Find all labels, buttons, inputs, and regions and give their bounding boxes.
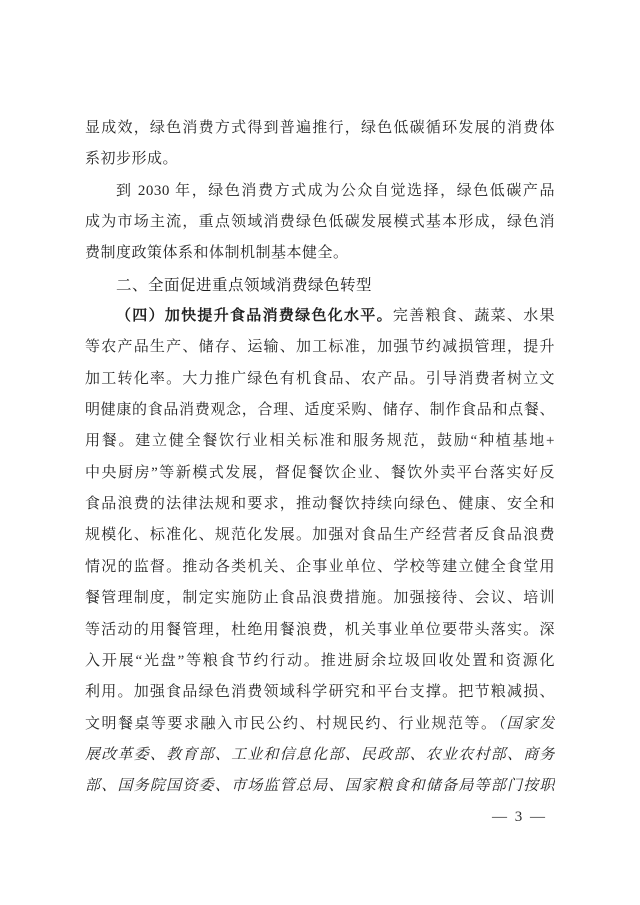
text-line — [85, 113, 555, 144]
text-line — [85, 583, 555, 614]
text-line — [85, 395, 555, 426]
text-segment: （国家发 — [497, 715, 555, 732]
text-block — [85, 113, 555, 803]
text-segment: 利用。加强食品绿色消费领域科学研究和平台支撑。把节粮减损、 — [85, 684, 555, 701]
text-line — [85, 771, 555, 802]
text-line — [85, 709, 555, 740]
text-segment: 等农产品生产、储存、运输、加工标准，加强节约减损管理，提升 — [85, 339, 555, 356]
text-line — [85, 301, 555, 332]
page-number: — 3 — — [492, 809, 547, 825]
text-line — [85, 238, 555, 269]
text-line — [85, 740, 555, 771]
text-segment: 中央厨房”等新模式发展，督促餐饮企业、餐饮外卖平台落实好反 — [85, 464, 555, 481]
text-segment: 部、国务院国资委、市场监管总局、国家粮食和储备局等部门按职 — [85, 778, 555, 795]
text-line — [85, 176, 555, 207]
text-segment: 文明餐桌等要求融入市民公约、村规民约、行业规范等。 — [85, 715, 498, 732]
text-segment: 二、全面促进重点领域消费绿色转型 — [116, 276, 373, 294]
text-line — [85, 520, 555, 551]
text-segment: 入开展“光盘”等粮食节约行动。推进厨余垃圾回收处置和资源化 — [85, 652, 555, 669]
section-heading — [85, 270, 555, 301]
text-segment: 成为市场主流，重点领域消费绿色低碳发展模式基本形成，绿色消 — [85, 214, 555, 231]
text-segment: 费制度政策体系和体制机制基本健全。 — [85, 245, 349, 262]
text-line — [85, 364, 555, 395]
text-segment: 等活动的用餐管理，杜绝用餐浪费，机关事业单位要带头落实。深 — [85, 621, 555, 638]
text-segment: 完善粮食、蔬菜、水果 — [392, 308, 555, 325]
text-segment: 用餐。建立健全餐饮行业相关标准和服务规范，鼓励“种植基地+ — [85, 433, 555, 450]
text-segment: 显成效，绿色消费方式得到普遍推行，绿色低碳循环发展的消费体 — [85, 120, 555, 136]
text-line — [85, 426, 555, 457]
text-segment: 加工转化率。大力推广绿色有机食品、农产品。引导消费者树立文 — [85, 370, 555, 387]
text-segment: 餐管理制度，制定实施防止食品浪费措施。加强接待、会议、培训 — [85, 590, 555, 607]
text-segment: 情况的监督。推动各类机关、企事业单位、学校等建立健全食堂用 — [85, 558, 555, 575]
text-line — [85, 207, 555, 238]
text-line — [85, 144, 555, 175]
text-line — [85, 677, 555, 708]
text-segment: 食品浪费的法律法规和要求，推动餐饮持续向绿色、健康、安全和 — [85, 496, 555, 513]
text-line — [85, 615, 555, 646]
text-segment: （四）加快提升食品消费绿色化水平。 — [116, 308, 393, 325]
text-line — [85, 646, 555, 677]
text-line — [85, 552, 555, 583]
text-segment: 展改革委、教育部、工业和信息化部、民政部、农业农村部、商务 — [85, 746, 555, 763]
text-line — [85, 489, 555, 520]
text-segment: 到 2030 年，绿色消费方式成为公众自觉选择，绿色低碳产品 — [116, 182, 555, 199]
text-segment: 规模化、标准化、规范化发展。加强对食品生产经营者反食品浪费 — [85, 527, 555, 544]
text-segment: 系初步形成。 — [85, 151, 179, 168]
text-line — [85, 458, 555, 489]
text-segment: 明健康的食品消费观念，合理、适度采购、储存、制作食品和点餐、 — [85, 402, 555, 419]
text-line — [85, 332, 555, 363]
